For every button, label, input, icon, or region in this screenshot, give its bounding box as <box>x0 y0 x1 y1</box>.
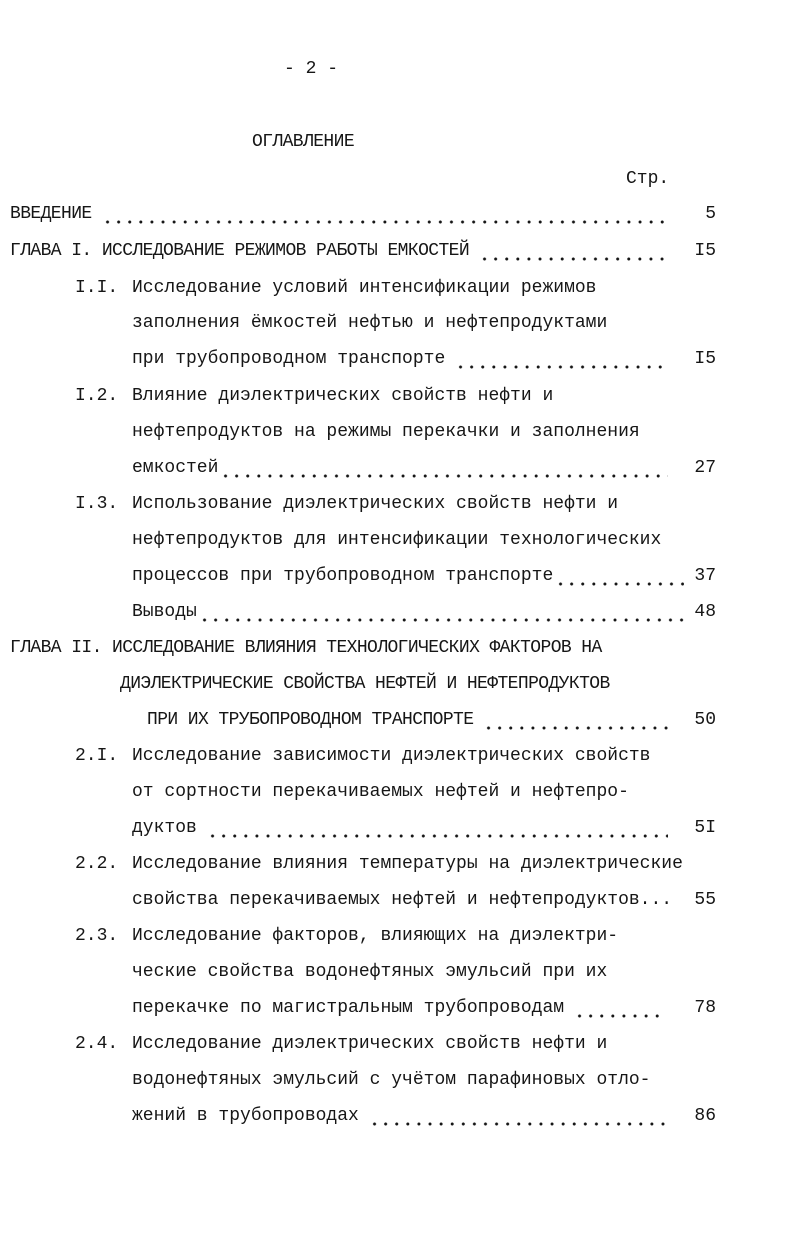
dot-leader <box>220 457 668 479</box>
entry-page: 37 <box>694 566 716 586</box>
entry-title-line: жений в трубопроводах <box>132 1106 359 1126</box>
entry-title-line: нефтепродуктов для интенсификации технологических <box>132 530 662 550</box>
entry-title-line: Исследование диэлектрических свойств нефти и <box>132 1034 608 1054</box>
entry-page: I5 <box>694 349 716 369</box>
entry-page: 5I <box>694 818 716 838</box>
dot-leader <box>369 1105 668 1127</box>
section-number: 2.4. <box>75 1034 119 1054</box>
entry-title-line: Исследование влияния температуры на диэлектрические <box>132 854 683 874</box>
toc-entry-chapter-2 <box>147 709 668 731</box>
toc-entry-2-4 <box>132 1105 668 1127</box>
toc-entry-2-1 <box>132 817 668 839</box>
entry-title-line: при трубопроводном транспорте <box>132 349 446 369</box>
entry-title: ГЛАВА I. ИССЛЕДОВАНИЕ РЕЖИМОВ РАБОТЫ ЕМКОСТЕЙ <box>10 240 470 262</box>
entry-page: 86 <box>694 1106 716 1126</box>
section-number: I.I. <box>75 278 119 298</box>
toc-entry-intro <box>10 203 668 225</box>
entry-title-line: Исследование зависимости диэлектрических свойств <box>132 746 651 766</box>
entry-title-line: процессов при трубопроводном транспорте <box>132 566 554 586</box>
entry-page: I5 <box>694 241 716 261</box>
section-number: 2.2. <box>75 854 119 874</box>
entry-title-line: ческие свойства водонефтяных эмульсий при их <box>132 962 608 982</box>
entry-title-line: от сортности перекачиваемых нефтей и нефтепро- <box>132 782 629 802</box>
entry-page: 27 <box>694 458 716 478</box>
entry-title-line: свойства перекачиваемых нефтей и нефтепродуктов... <box>132 890 673 910</box>
section-number: 2.I. <box>75 746 119 766</box>
chapter-title-line: ДИЭЛЕКТРИЧЕСКИЕ СВОЙСТВА НЕФТЕЙ И НЕФТЕПРОДУКТОВ <box>120 673 610 695</box>
entry-title-line: перекачке по магистральным трубопроводам <box>132 998 565 1018</box>
entry-title-line: емкостей <box>132 458 219 478</box>
entry-title: Выводы <box>132 602 197 622</box>
toc-entry-chapter-1 <box>10 240 668 262</box>
toc-entry-1-1 <box>132 348 668 370</box>
page-title: ОГЛАВЛЕНИЕ <box>252 131 355 153</box>
entry-title-line: Использование диэлектрических свойств нефти и <box>132 494 619 514</box>
section-number: I.3. <box>75 494 119 514</box>
entry-title-line: Исследование факторов, влияющих на диэлектри- <box>132 926 619 946</box>
entry-page: 78 <box>694 998 716 1018</box>
toc-entry-conclusions <box>132 601 684 623</box>
toc-entry-1-3 <box>132 565 684 587</box>
entry-title-line: нефтепродуктов на режимы перекачки и заполнения <box>132 422 640 442</box>
entry-page: 50 <box>694 710 716 730</box>
entry-title: ВВЕДЕНИЕ <box>10 203 92 225</box>
section-number: 2.3. <box>75 926 119 946</box>
entry-title-line: заполнения ёмкостей нефтью и нефтепродуктами <box>132 313 608 333</box>
entry-title-line: Влияние диэлектрических свойств нефти и <box>132 386 554 406</box>
page-column-header: Стр. <box>626 169 670 189</box>
chapter-title-line: ГЛАВА II. ИССЛЕДОВАНИЕ ВЛИЯНИЯ ТЕХНОЛОГИЧЕСКИХ ФАКТОРОВ НА <box>10 637 602 659</box>
toc-entry-1-2 <box>132 457 668 479</box>
chapter-title-line: ПРИ ИХ ТРУБОПРОВОДНОМ ТРАНСПОРТЕ <box>147 709 474 731</box>
entry-title-line: Исследование условий интенсификации режимов <box>132 278 597 298</box>
page-number: - 2 - <box>284 59 339 79</box>
dot-leader <box>207 817 668 839</box>
entry-title-line: водонефтяных эмульсий с учётом парафиновых отло- <box>132 1070 651 1090</box>
entry-page: 55 <box>694 890 716 910</box>
toc-entry-2-3 <box>132 997 660 1019</box>
section-number: I.2. <box>75 386 119 406</box>
entry-page: 48 <box>694 602 716 622</box>
dot-leader <box>199 601 684 623</box>
entry-title-line: дуктов <box>132 818 197 838</box>
dot-leader <box>102 203 668 225</box>
entry-page: 5 <box>705 204 716 224</box>
